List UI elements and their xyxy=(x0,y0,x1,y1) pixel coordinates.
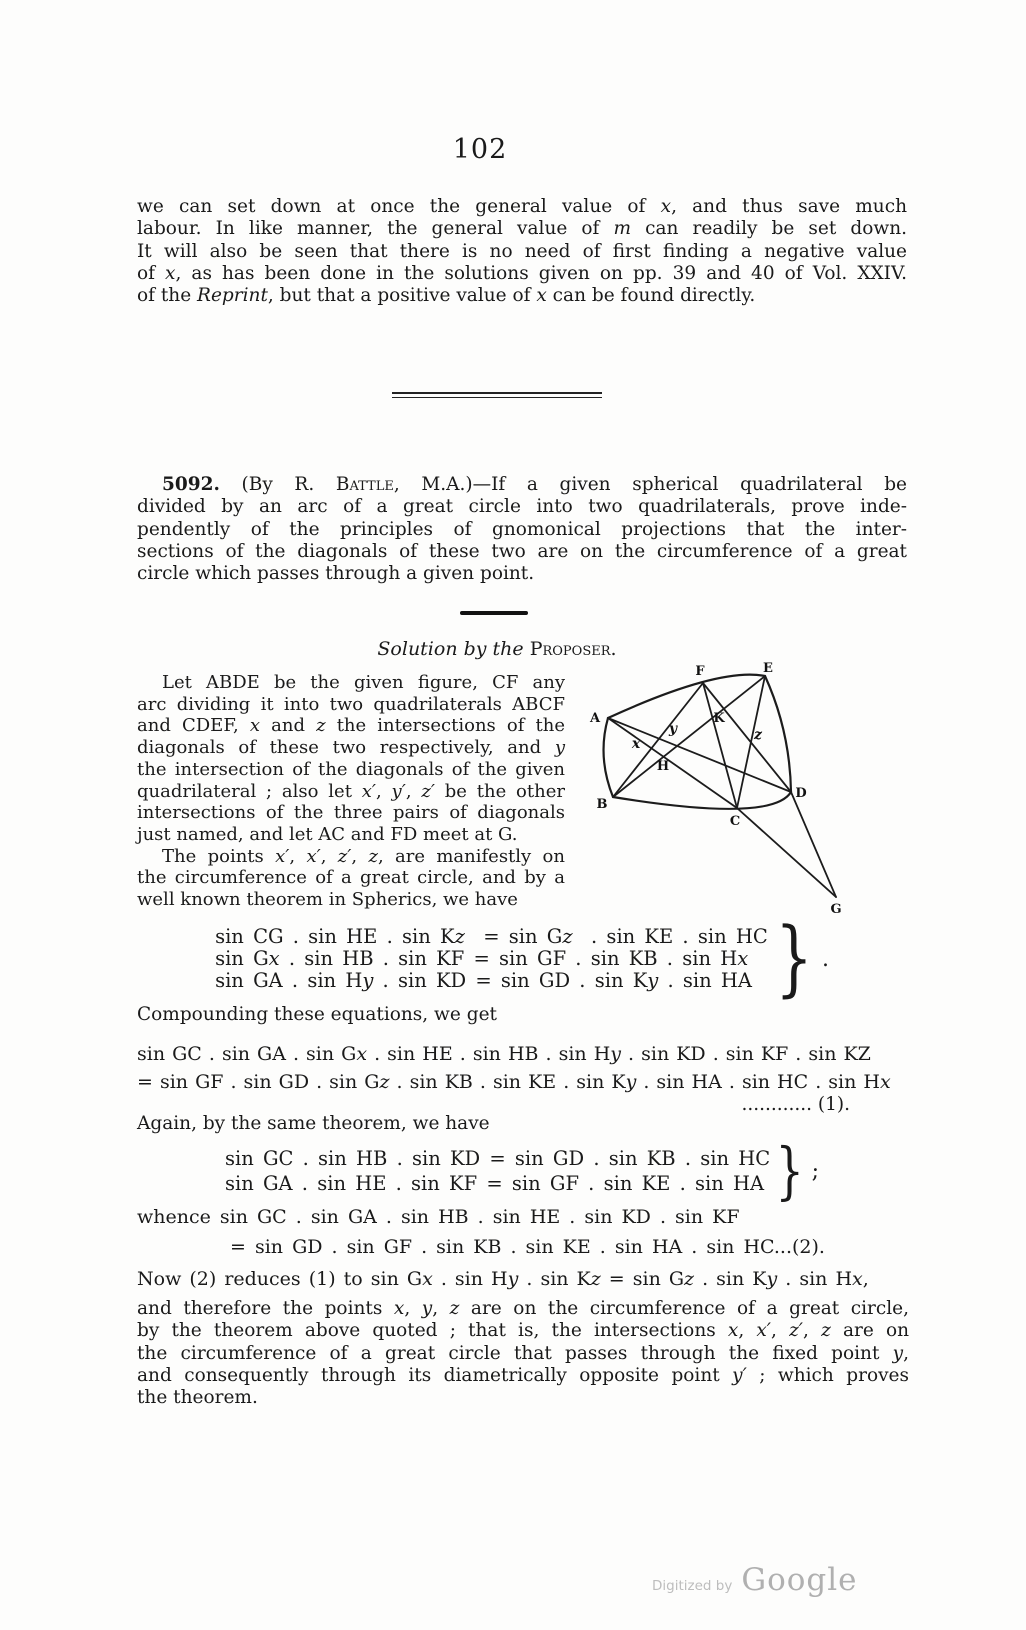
figure-diagonal-BF xyxy=(613,683,703,797)
reduction-equation: Now (2) reduces (1) to sin Gx . sin Hy . sin Kz = sin Gz . sin Ky . sin Hx, xyxy=(137,1268,869,1290)
text-line: It will also be seen that there is no need of first finding a negative value xyxy=(137,240,907,262)
figure-label-A: A xyxy=(589,711,601,726)
figure-diagonal-FD xyxy=(703,683,791,792)
section-divider-rule xyxy=(392,392,602,398)
figure-label-x: x xyxy=(631,736,641,752)
figure-boundary-arc xyxy=(604,718,613,797)
text-line: The points x′, x′, z′, z, are manifestly on xyxy=(162,845,565,867)
text-line: of the Reprint, but that a positive value of x can be found directly. xyxy=(137,285,756,307)
right-brace: } xyxy=(775,1134,805,1207)
text-line: the circumference of a great circle that passes through the fixed point y, xyxy=(137,1342,909,1364)
text-line: pendently of the principles of gnomonical projections that the inter- xyxy=(137,518,907,540)
text-line: sin GA . sin HE . sin KF = sin GF . sin KE . sin HA xyxy=(224,1172,765,1195)
solution-heading: Solution by the Proposer. xyxy=(377,638,617,660)
figure-boundary-arc xyxy=(613,792,791,809)
text-line: the intersection of the diagonals of the given xyxy=(137,758,565,780)
intro-paragraph xyxy=(137,196,907,307)
spherics-equation-group-2 xyxy=(137,1134,907,1207)
compounding-text: Compounding these equations, we get xyxy=(137,1004,497,1025)
figure-label-z: z xyxy=(754,727,762,743)
text-line: sin Gx . sin HB . sin KF = sin GF . sin KB . sin Hx xyxy=(215,947,749,970)
text-line: and CDEF, x and z the intersections of the xyxy=(137,715,565,737)
figure-boundary-arc xyxy=(608,675,765,718)
text-line: divided by an arc of a great circle into two quadrilaterals, prove inde- xyxy=(137,496,907,518)
figure-diagonal-CG xyxy=(737,808,836,897)
figure-diagonal-DG xyxy=(791,792,836,897)
text-line: the circumference of a great circle, and by a xyxy=(137,867,565,889)
figure-label-G: G xyxy=(830,902,842,917)
text-line: labour. In like manner, the general value of m can readily be set down. xyxy=(137,218,908,240)
watermark-text: Digitized by xyxy=(652,1578,733,1594)
text-line: arc dividing it into two quadrilaterals ABCF xyxy=(137,693,565,715)
figure-label-K: K xyxy=(713,711,725,726)
spherics-equation-group-1 xyxy=(137,911,907,1006)
equation-1 xyxy=(137,1040,909,1096)
figure-label-E: E xyxy=(763,661,773,676)
figure-label-B: B xyxy=(596,797,608,812)
text-line: Let ABDE be the given figure, CF any xyxy=(162,672,565,693)
problem-separator-rule xyxy=(460,611,528,615)
equation-1-reference: ............ (1). xyxy=(741,1094,850,1115)
text-line: circle which passes through a given point. xyxy=(137,563,535,585)
whence-equation-continued: = sin GD . sin GF . sin KB . sin KE . sin HA . sin HC...(2). xyxy=(230,1236,825,1258)
conclusion-paragraph xyxy=(137,1298,909,1409)
figure-label-C: C xyxy=(729,814,741,829)
problem-statement xyxy=(137,474,907,585)
brace-punctuation: . xyxy=(821,946,829,972)
text-line: quadrilateral ; also let x′, y′, z′ be the other xyxy=(137,780,565,802)
solution-intro-paragraph xyxy=(137,672,565,911)
text-line: we can set down at once the general value of x, and thus save much xyxy=(137,196,907,217)
text-line: sin GC . sin HB . sin KD = sin GD . sin KB . sin HC xyxy=(224,1147,771,1170)
right-brace: } xyxy=(775,911,813,1006)
text-line: intersections of the three pairs of diagonals xyxy=(137,802,565,824)
equation-1-line-2: = sin GF . sin GD . sin Gz . sin KB . sin KE . sin Ky . sin HA . sin HC . sin Hx xyxy=(137,1071,891,1093)
text-line: the theorem. xyxy=(137,1387,258,1409)
brace-punctuation: ; xyxy=(811,1158,820,1184)
text-line: well known theorem in Spherics, we have xyxy=(137,889,518,911)
whence-equation: whence sin GC . sin GA . sin HB . sin HE . sin KD . sin KF xyxy=(137,1206,740,1228)
figure-label-y: y xyxy=(668,721,678,737)
figure-label-H: H xyxy=(656,759,670,774)
equation-1-line-1: sin GC . sin GA . sin Gx . sin HE . sin HB . sin Hy . sin KD . sin KF . sin KZ xyxy=(137,1043,871,1065)
text-line: just named, and let AC and FD meet at G. xyxy=(137,823,518,845)
again-text: Again, by the same theorem, we have xyxy=(137,1113,490,1134)
text-line: sections of the diagonals of these two are on the circumference of a great xyxy=(137,540,907,562)
equation-lines xyxy=(215,926,768,992)
figure-label-D: D xyxy=(795,786,807,801)
page-number: 102 xyxy=(452,134,508,165)
text-line: and consequently through its diametrically opposite point y′ ; which proves xyxy=(137,1364,909,1386)
text-line: diagonals of these two respectively, and y xyxy=(137,737,565,759)
text-line: sin CG . sin HE . sin Kz = sin Gz . sin KE . sin HC xyxy=(215,925,768,948)
figure-label-F: F xyxy=(695,664,705,679)
spherical-quadrilateral-figure xyxy=(575,653,895,925)
google-logo-text: Google xyxy=(741,1562,858,1598)
text-line: 5092. (By R. Battle, M.A.)—If a given spherical quadrilateral be xyxy=(162,474,907,495)
text-line: sin GA . sin Hy . sin KD = sin GD . sin Ky . sin HA xyxy=(215,969,752,992)
equation-lines xyxy=(225,1146,770,1196)
text-line: of x, as has been done in the solutions given on pp. 39 and 40 of Vol. XXIV. xyxy=(137,262,907,284)
text-line: by the theorem above quoted ; that is, the intersections x, x′, z′, z are on xyxy=(137,1320,910,1342)
watermark xyxy=(652,1562,858,1598)
text-line: and therefore the points x, y, z are on the circumference of a great circle, xyxy=(137,1298,910,1319)
